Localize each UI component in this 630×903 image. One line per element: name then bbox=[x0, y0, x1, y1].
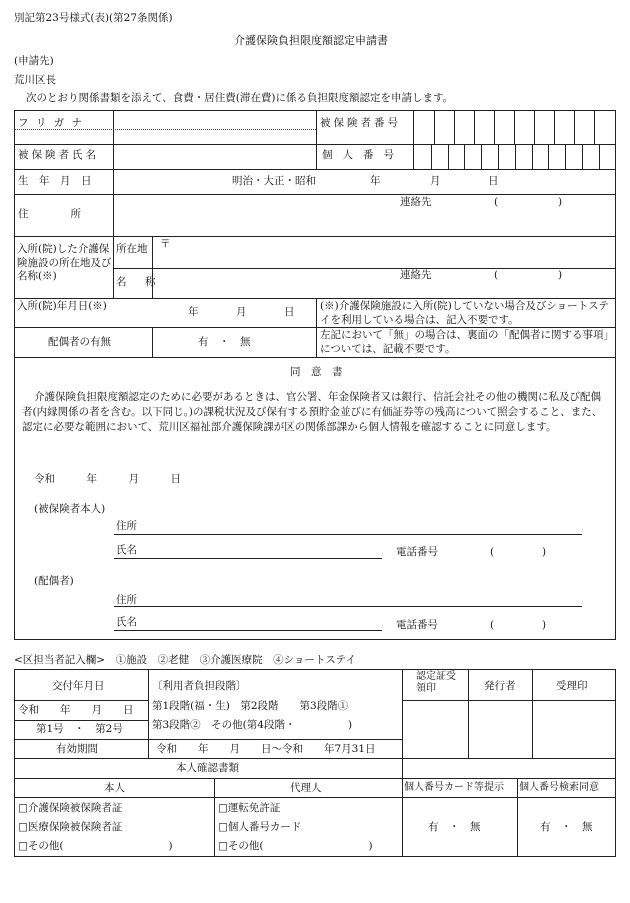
insured-phone-paren-close: ) bbox=[542, 546, 547, 558]
facility-name-label: 名 称 bbox=[116, 276, 160, 288]
number-options[interactable]: 第1号 ・ 第2号 bbox=[36, 723, 123, 735]
agent-doc-item[interactable]: □運転免許証 bbox=[218, 802, 281, 814]
era-options[interactable]: 明治・大正・昭和 bbox=[232, 175, 316, 187]
birth-day-unit: 日 bbox=[488, 175, 499, 187]
insured-consent-label: (被保険者本人) bbox=[34, 503, 106, 515]
birth-month-unit: 月 bbox=[430, 175, 441, 187]
card-search-label: 個人番号検索同意 bbox=[519, 782, 599, 793]
facility-contact-paren-close: ) bbox=[558, 269, 563, 281]
insured-phone-paren-open: ( bbox=[490, 546, 495, 558]
personal-number-label: 個人番号 bbox=[322, 149, 404, 161]
intro-text: 次のとおり関係書類を添えて、食費・居住費(滞在費)に係る負担限度額認定を申請します。 bbox=[26, 92, 454, 104]
insured-name-field[interactable] bbox=[114, 130, 315, 168]
spouse-phone-paren-close: ) bbox=[542, 619, 547, 631]
address-contact-paren-open: ( bbox=[494, 196, 499, 208]
form-number: 別記第23号様式(表)(第27条関係) bbox=[14, 12, 173, 24]
insured-name-sign-label: 氏名 bbox=[116, 544, 137, 556]
form-title: 介護保険負担限度額認定申請書 bbox=[234, 34, 388, 47]
issue-date-value[interactable]: 令和 年 月 日 bbox=[18, 704, 134, 716]
validity-value[interactable]: 令和 年 月 日～令和 年7月31日 bbox=[156, 743, 376, 755]
applicant-to-label: (申請先) bbox=[14, 55, 54, 67]
office-heading: <区担当者記入欄> ①施設 ②老健 ③介護医療院 ④ショートステイ bbox=[14, 654, 356, 666]
id-docs-label: 本人確認書類 bbox=[176, 762, 239, 774]
self-doc-item[interactable]: □医療保険被保険者証 bbox=[18, 821, 123, 833]
insured-number-field[interactable] bbox=[414, 111, 616, 144]
facility-location-field[interactable] bbox=[153, 237, 615, 267]
card-shown-options[interactable]: 有 ・ 無 bbox=[428, 821, 481, 833]
personal-number-field[interactable] bbox=[414, 145, 616, 169]
cert-receipt-label: 認定証受領印 bbox=[416, 671, 456, 694]
spouse-note: 左記において「無」の場合は、裏面の「配偶者に関する事項」については、記載不要です。 bbox=[320, 329, 614, 355]
furigana-label: フ リ ガ ナ bbox=[18, 117, 85, 129]
self-label: 本人 bbox=[104, 782, 125, 794]
admit-month-unit: 月 bbox=[236, 306, 247, 318]
insured-number-label: 被保険者番号 bbox=[320, 117, 401, 129]
birthdate-label: 生 年 月 日 bbox=[18, 175, 92, 187]
self-doc-item[interactable]: □介護保険被保険者証 bbox=[18, 802, 123, 814]
spouse-options[interactable]: 有 ・ 無 bbox=[198, 336, 251, 348]
admission-date-label: 入所(院)年月日(※) bbox=[17, 300, 107, 312]
card-search-options[interactable]: 有 ・ 無 bbox=[540, 821, 593, 833]
insured-phone-label: 電話番号 bbox=[396, 546, 438, 558]
agent-doc-item[interactable]: □個人番号カード bbox=[218, 821, 302, 833]
agent-label: 代理人 bbox=[290, 782, 322, 794]
self-doc-item[interactable]: □その他( ) bbox=[18, 840, 173, 852]
receiver-label: 受理印 bbox=[556, 680, 588, 692]
card-shown-label: 個人番号カード等提示 bbox=[404, 782, 504, 793]
issuer-label: 発行者 bbox=[484, 680, 516, 692]
furigana-field[interactable] bbox=[114, 111, 315, 128]
facility-contact-label: 連絡先 bbox=[400, 269, 432, 281]
address-field[interactable] bbox=[114, 195, 614, 235]
stage-line-2[interactable]: 第3段階② その他(第4段階・ ) bbox=[152, 719, 353, 731]
spouse-consent-label: (配偶者) bbox=[34, 575, 74, 587]
spouse-address-field[interactable] bbox=[140, 590, 580, 606]
insured-address-label: 住所 bbox=[116, 520, 137, 532]
facility-label: 入所(院)した介護保険施設の所在地及び名称(※) bbox=[17, 243, 112, 283]
address-contact-label: 連絡先 bbox=[400, 196, 432, 208]
insured-name-label: 被保険者氏名 bbox=[18, 149, 99, 161]
issuer-field[interactable] bbox=[469, 701, 531, 757]
spouse-label: 配偶者の有無 bbox=[48, 336, 111, 348]
admit-year-unit: 年 bbox=[188, 306, 199, 318]
birth-year-unit: 年 bbox=[370, 175, 381, 187]
insured-phone-field[interactable] bbox=[500, 544, 540, 560]
spouse-phone-label: 電話番号 bbox=[396, 619, 438, 631]
postal-mark: 〒 bbox=[160, 238, 171, 250]
consent-title: 同 意 書 bbox=[290, 366, 343, 378]
receiver-stamp-field[interactable] bbox=[533, 701, 615, 757]
consent-date[interactable]: 令和 年 月 日 bbox=[34, 473, 181, 485]
recipient: 荒川区長 bbox=[14, 74, 56, 86]
insured-name-sign-field[interactable] bbox=[140, 542, 380, 558]
stage-heading: 〔利用者負担段階〕 bbox=[152, 680, 247, 692]
facility-contact-paren-open: ( bbox=[494, 269, 499, 281]
stage-line-1[interactable]: 第1段階(福・生) 第2段階 第3段階① bbox=[152, 700, 349, 712]
facility-name-field[interactable] bbox=[153, 269, 615, 297]
spouse-address-label: 住所 bbox=[116, 594, 137, 606]
spouse-name-sign-field[interactable] bbox=[140, 614, 380, 630]
address-label: 住 所 bbox=[18, 208, 81, 220]
consent-body: 介護保険負担限度額認定のために必要があるときは、官公署、年金保険者又は銀行、信託会社その他の機関に私及び配偶者(内縁関係の者を含む。以下同じ。)の課税状況及び保有する預貯金並びに有価証券等の残高について照会すること、また、認定に必要な範囲において、荒川区福祉部介護保険課が区の関係部課から個人情報を確認することに同意します。 bbox=[22, 391, 603, 433]
insured-address-field[interactable] bbox=[140, 518, 580, 534]
admit-day-unit: 日 bbox=[284, 306, 295, 318]
agent-doc-item[interactable]: □その他( ) bbox=[218, 840, 373, 852]
spouse-name-sign-label: 氏名 bbox=[116, 616, 137, 628]
spouse-phone-paren-open: ( bbox=[490, 619, 495, 631]
admission-note: (※)介護保険施設に入所(院)していない場合及びショートステイを利用している場合は、記入不要です。 bbox=[320, 300, 609, 326]
location-label: 所在地 bbox=[116, 243, 148, 255]
cert-receipt-stamp-field[interactable] bbox=[403, 701, 467, 757]
validity-label: 有効期間 bbox=[56, 743, 98, 755]
issue-date-label: 交付年月日 bbox=[52, 680, 105, 692]
spouse-phone-field[interactable] bbox=[500, 617, 540, 633]
address-contact-paren-close: ) bbox=[558, 196, 563, 208]
